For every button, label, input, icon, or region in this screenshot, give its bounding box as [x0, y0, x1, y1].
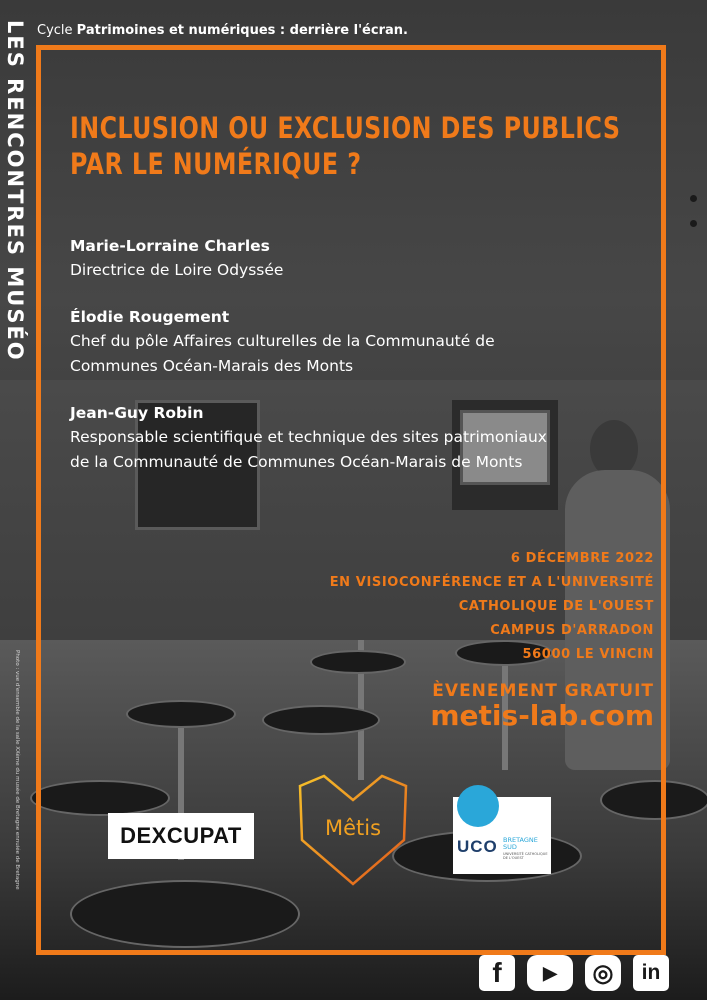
speaker [70, 234, 670, 283]
speaker-name: Élodie Rougement [70, 308, 230, 326]
speaker [70, 305, 670, 379]
event-venue-line: EN VISIOCONFÉRENCE ET A L'UNIVERSITÉ [329, 575, 654, 590]
uco-logo [453, 797, 551, 874]
event-venue-line: CATHOLIQUE DE L'OUEST [458, 599, 654, 614]
event-date: 6 DÉCEMBRE 2022 [510, 551, 654, 566]
speakers-list [70, 234, 670, 497]
decorative-dot [690, 195, 697, 202]
cycle-name: Patrimoines et numériques : derrière l'écran. [76, 23, 408, 38]
speaker-name: Marie-Lorraine Charles [70, 237, 270, 255]
uco-subtitle: UNIVERSITÉ CATHOLIQUE DE L'OUEST [503, 852, 548, 860]
decorative-dot [690, 220, 697, 227]
event-headline [70, 110, 621, 182]
cycle-line [37, 23, 408, 38]
series-title: LES RENCONTRES MUSÉO [3, 20, 27, 362]
photo-credit: Photo : vue d'ensemble de la salle XXème du musée de Bretagne ennuiée de Bretagne [14, 650, 20, 890]
speaker-role: de la Communauté de Communes Océan-Marais de Monts [70, 453, 523, 471]
linkedin-icon[interactable]: in [633, 955, 669, 991]
speaker-role: Responsable scientifique et technique des sites patrimoniaux [70, 428, 547, 446]
metis-logo [294, 770, 412, 890]
headline-line-2: PAR LE NUMÉRIQUE ? [70, 147, 362, 181]
metis-logo-text: Mêtis [324, 816, 382, 840]
dexcupat-logo-text: DEXCUPAT [120, 823, 242, 848]
event-venue-line: CAMPUS D'ARRADON [490, 623, 654, 638]
speaker [70, 401, 670, 475]
website-link[interactable]: metis-lab.com [430, 699, 654, 732]
instagram-icon[interactable]: ◎ [585, 955, 621, 991]
uco-dot-icon [457, 785, 499, 827]
social-links [479, 955, 669, 991]
event-details [330, 547, 654, 667]
cycle-prefix: Cycle [37, 23, 73, 38]
dexcupat-logo [108, 813, 254, 859]
uco-logo-text: UCO [457, 837, 498, 856]
speaker-role: Chef du pôle Affaires culturelles de la Communauté de [70, 332, 495, 350]
speaker-role: Directrice de Loire Odyssée [70, 261, 284, 279]
speaker-name: Jean-Guy Robin [70, 404, 204, 422]
speaker-role: Communes Océan-Marais des Monts [70, 357, 354, 375]
event-venue-line: 56000 LE VINCIN [522, 647, 654, 662]
youtube-icon[interactable]: ▶ [527, 955, 573, 991]
free-event-label: ÈVENEMENT GRATUIT [432, 681, 654, 701]
uco-region: BRETAGNE SUD [503, 836, 538, 851]
facebook-icon[interactable]: f [479, 955, 515, 991]
headline-line-1: INCLUSION OU EXCLUSION DES PUBLICS [70, 111, 621, 145]
